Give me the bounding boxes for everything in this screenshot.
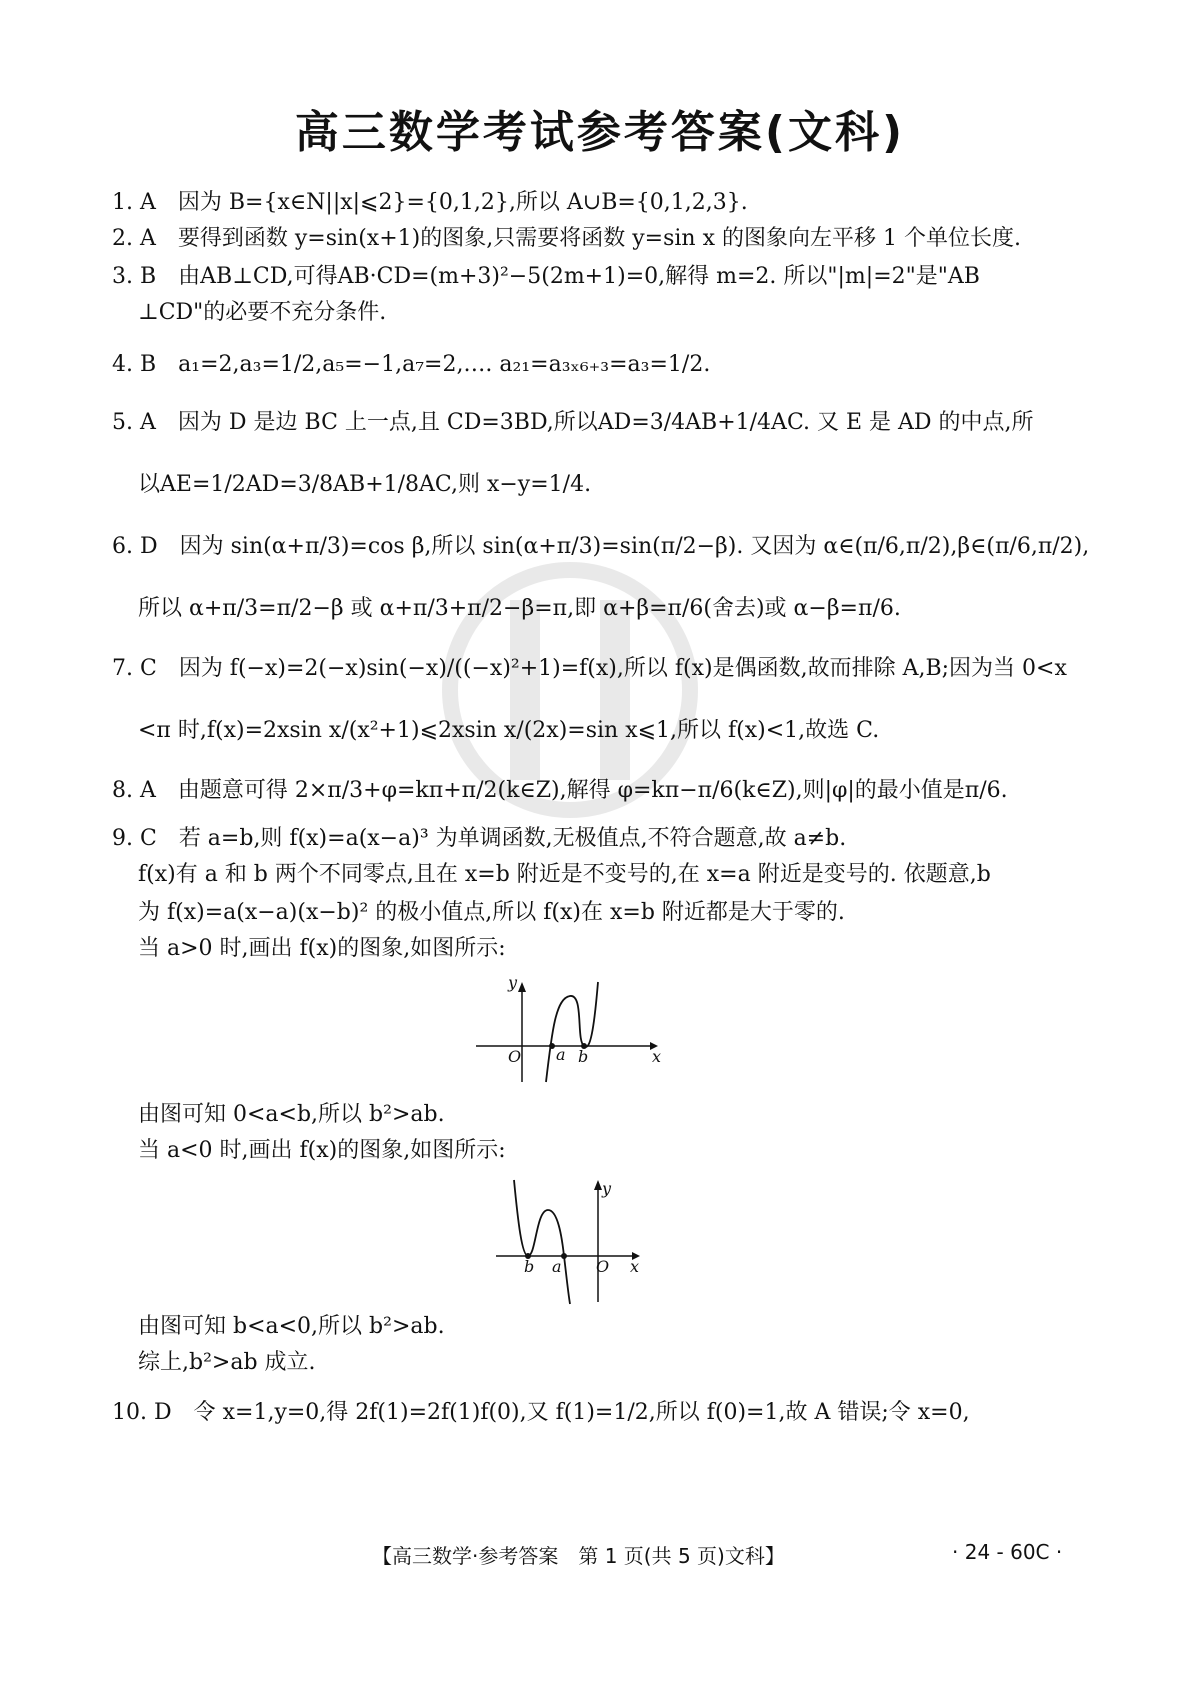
graph1-point-a (549, 1043, 555, 1049)
answer-line-9-text-b: 为 f(x)=a(x−a)(x−b)² 的极小值点,所以 f(x)在 x=b 附近都是大于零的. (138, 900, 845, 925)
answer-line-9-text-a: f(x)有 a 和 b 两个不同零点,且在 x=b 附近是不变号的,在 x=a 附近是变号的. 依题意,b (138, 862, 991, 887)
answer-line-9-case1: 当 a>0 时,画出 f(x)的图象,如图所示: (138, 936, 506, 961)
graph1-a-label: a (556, 1045, 566, 1064)
answer-line-7: 7. C 因为 f(−x)=2(−x)sin(−x)/((−x)²+1)=f(x),所以 f(x)是偶函数,故而排除 A,B;因为当 0<x (112, 656, 1067, 681)
answer-line-9-summary: 综上,b²>ab 成立. (138, 1350, 316, 1375)
answer-line-3: 3. B 由AB⊥CD,可得AB·CD=(m+3)²−5(2m+1)=0,解得 m=2. 所以"|m|=2"是"AB (112, 264, 980, 289)
answer-line-9-conclusion1: 由图可知 0<a<b,所以 b²>ab. (138, 1102, 445, 1127)
footer-code: · 24 - 60C · (952, 1540, 1063, 1564)
graph1-x-label: x (652, 1047, 662, 1066)
graph1-origin-label: O (508, 1047, 522, 1066)
answer-line-6: 6. D 因为 sin(α+π/3)=cos β,所以 sin(α+π/3)=sin(π/2−β). 又因为 α∈(π/6,π/2),β∈(π/6,π/2), (112, 534, 1090, 559)
answer-line-9: 9. C 若 a=b,则 f(x)=a(x−a)³ 为单调函数,无极值点,不符合题意,故 a≠b. (112, 826, 847, 851)
answer-line-8: 8. A 由题意可得 2×π/3+φ=kπ+π/2(k∈Z),解得 φ=kπ−π/6(k∈Z),则|φ|的最小值是π/6. (112, 778, 1008, 803)
answer-line-7-cont: <π 时,f(x)=2xsin x/(x²+1)⩽2xsin x/(2x)=sin x⩽1,所以 f(x)<1,故选 C. (138, 718, 880, 743)
graph1-curve (546, 982, 598, 1082)
graph2-a-label: a (552, 1257, 562, 1276)
graph2-x-label: x (630, 1257, 640, 1276)
answer-line-3-cont: ⊥CD"的必要不充分条件. (138, 300, 387, 325)
graph2-point-a (561, 1253, 567, 1259)
footer-page-info: 【高三数学·参考答案 第 1 页(共 5 页)文科】 (372, 1544, 785, 1568)
answer-line-1: 1. A 因为 B={x∈N||x|⩽2}={0,1,2},所以 A∪B={0,1,2,3}. (112, 190, 748, 215)
graph2-y-arrow (594, 1180, 602, 1190)
graph1-y-label: y (508, 973, 518, 992)
answer-line-5-cont: 以AE=1/2AD=3/8AB+1/8AC,则 x−y=1/4. (138, 472, 592, 497)
answer-line-5: 5. A 因为 D 是边 BC 上一点,且 CD=3BD,所以AD=3/4AB+1/4AC. 又 E 是 AD 的中点,所 (112, 410, 1034, 435)
answer-line-2: 2. A 要得到函数 y=sin(x+1)的图象,只需要将函数 y=sin x 的图象向左平移 1 个单位长度. (112, 226, 1021, 251)
graph-a-positive (472, 970, 672, 1090)
graph2-b-label: b (524, 1257, 535, 1276)
graph1-b-label: b (578, 1047, 589, 1066)
graph1-y-arrow (518, 982, 526, 992)
answer-line-10: 10. D 令 x=1,y=0,得 2f(1)=2f(1)f(0),又 f(1)=1/2,所以 f(0)=1,故 A 错误;令 x=0, (112, 1400, 970, 1425)
graph2-origin-label: O (596, 1257, 610, 1276)
answer-line-6-cont: 所以 α+π/3=π/2−β 或 α+π/3+π/2−β=π,即 α+β=π/6(舍去)或 α−β=π/6. (138, 596, 901, 621)
graph-a-negative (492, 1172, 672, 1312)
answer-line-9-case2: 当 a<0 时,画出 f(x)的图象,如图所示: (138, 1138, 506, 1163)
answer-line-4: 4. B a₁=2,a₃=1/2,a₅=−1,a₇=2,…. a₂₁=a₃ₓ₆₊₃=a₃=1/2. (112, 352, 711, 377)
page-title: 高三数学考试参考答案(文科) (294, 107, 906, 158)
answer-line-9-conclusion2: 由图可知 b<a<0,所以 b²>ab. (138, 1314, 445, 1339)
graph2-y-label: y (602, 1179, 612, 1198)
graph2-curve (514, 1180, 570, 1304)
